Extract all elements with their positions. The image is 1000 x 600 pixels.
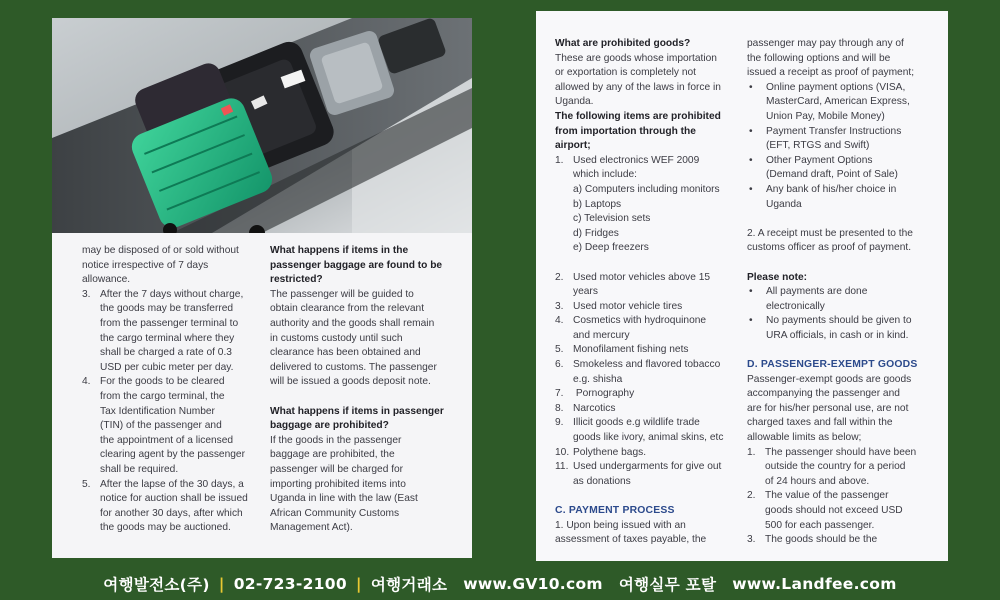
text-line: from the passenger terminal to — [100, 317, 239, 329]
text-line: baggage are prohibited, the — [270, 449, 395, 461]
text-line: clearance has been obtained and — [270, 347, 421, 359]
text-line: Used electronics WEF 2009 — [573, 154, 700, 166]
list-item — [747, 489, 943, 533]
text-line: charged taxes and fall within the — [747, 417, 893, 429]
exempt-text — [747, 373, 943, 446]
list-item — [555, 154, 743, 256]
sub-item: a) Computers including monitors — [573, 183, 720, 195]
item-number: 5. — [555, 344, 564, 356]
text-line: 500 for each passenger. — [765, 519, 875, 531]
footer-phone: 02-723-2100 — [233, 575, 347, 593]
item-number: 3. — [82, 288, 91, 300]
text-line: the appointment of a licensed — [100, 434, 234, 446]
text-line: African Community Customs — [270, 507, 400, 519]
footer-company: 여행발전소(주) — [103, 576, 210, 594]
sub-item: e) Deep freezers — [573, 242, 649, 254]
text-line: passenger baggage are found to be — [270, 259, 443, 271]
text-line: e.g. shisha — [573, 373, 623, 385]
payment-text — [555, 519, 743, 548]
item-number: 2. — [747, 490, 756, 502]
text-line: which include: — [573, 169, 637, 181]
list-item — [747, 533, 943, 548]
text-line: obtain clearance from the relevant — [270, 303, 425, 315]
list-item — [82, 288, 262, 376]
text-line: (Demand draft, Point of Sale) — [766, 169, 898, 181]
footer-link-landfee[interactable]: www.Landfee.com — [732, 575, 897, 593]
item-number: 4. — [555, 315, 564, 327]
text-line: The passenger should have been — [765, 446, 917, 458]
bullet-item — [747, 81, 943, 125]
list-item — [555, 358, 743, 387]
text-line: passenger will be charged for — [270, 463, 404, 475]
list-heading — [555, 110, 743, 154]
list-item — [555, 416, 743, 445]
text-line: baggage are prohibited? — [270, 420, 389, 432]
text-line: allowance. — [82, 274, 131, 286]
footer-separator: | — [218, 575, 225, 593]
text-line: What happens if items in passenger — [270, 405, 444, 417]
list-item — [555, 446, 743, 461]
section-heading-exempt: D. PASSENGER-EXEMPT GOODS — [747, 359, 918, 371]
text-line: Payment Transfer Instructions — [766, 125, 902, 137]
text-line: Smokeless and flavored tobacco — [573, 359, 721, 371]
text-line: Used undergarments for give out — [573, 461, 722, 473]
text-line: assessment of taxes payable, the — [555, 534, 707, 546]
text-line: 1. Upon being issued with an — [555, 519, 686, 531]
text-line: airport; — [555, 140, 591, 152]
text-line: MasterCard, American Express, — [766, 96, 910, 108]
item-number: 3. — [747, 534, 756, 546]
item-number: 4. — [82, 376, 91, 388]
text-line: electronically — [766, 300, 825, 312]
text-line: goods like ivory, animal skins, etc — [573, 432, 724, 444]
text-line: What happens if items in the — [270, 245, 409, 256]
answer-text — [270, 288, 466, 390]
footer-bar — [0, 568, 1000, 600]
text-line: Union Pay, Mobile Money) — [766, 110, 885, 122]
bullet-item — [747, 285, 943, 314]
right-col-1 — [555, 37, 743, 548]
text-line: are for his/her personal use, are not — [747, 402, 909, 414]
text-line: Online payment options (VISA, — [766, 81, 906, 93]
left-page — [52, 18, 472, 558]
question-heading — [270, 244, 466, 288]
payment-continued-text — [747, 37, 943, 81]
text-line: delivered to customs. The passenger — [270, 361, 437, 373]
text-line: After the 7 days without charge, — [100, 288, 244, 300]
text-line: Cosmetics with hydroquinone — [573, 315, 707, 327]
text-line: notice irrespective of 7 days — [82, 259, 209, 271]
text-line: The goods should be the — [765, 534, 878, 546]
text-line: The passenger will be guided to — [270, 288, 414, 300]
text-line: restricted? — [270, 274, 323, 286]
text-line: shall be charged a rate of 0.3 — [100, 347, 232, 359]
text-line: Tax Identification Number — [100, 405, 215, 417]
text-line: customs officer as proof of payment. — [747, 242, 912, 254]
text-line: The following items are prohibited — [555, 110, 721, 122]
bullet-item — [747, 314, 943, 343]
item-number: 11. — [555, 461, 569, 473]
bullet-icon: • — [749, 286, 753, 298]
right-col-2 — [747, 37, 943, 548]
item-number: 6. — [555, 359, 564, 371]
text-line: importing prohibited items into — [270, 478, 406, 490]
bullet-icon: • — [749, 81, 753, 93]
text-line: All payments are done — [766, 286, 868, 298]
text-line: URA officials, in cash or in kind. — [766, 329, 909, 341]
footer-separator: | — [355, 575, 362, 593]
text-line: goods should not exceed USD — [765, 505, 903, 516]
bullet-item — [747, 183, 943, 212]
text-line: Monofilament fishing nets — [573, 344, 689, 356]
text-line: the goods may be transferred — [100, 303, 234, 315]
text-line: Used motor vehicles above 15 — [573, 271, 711, 283]
text-line: These are goods whose importation — [555, 52, 717, 64]
text-line: Uganda. — [555, 96, 594, 108]
text-line: passenger may pay through any of — [747, 38, 904, 49]
list-item — [555, 343, 743, 358]
text-line: Other Payment Options — [766, 154, 873, 166]
luggage-illustration — [52, 18, 472, 233]
text-line: Uganda in line with the law (East — [270, 493, 418, 505]
item-number: 1. — [747, 446, 756, 458]
text-line: accompanying the passenger and — [747, 388, 900, 400]
answer-text — [270, 434, 466, 536]
list-item — [82, 478, 262, 536]
text-line: Passenger-exempt goods are goods — [747, 373, 912, 385]
text-line: Pornography — [573, 388, 635, 400]
text-line: as donations — [573, 475, 631, 487]
bullet-item — [747, 125, 943, 154]
text-line: for another 30 days, after which — [100, 507, 243, 519]
list-item — [555, 402, 743, 417]
text-line: authority and the goods shall remain — [270, 317, 435, 329]
list-item — [555, 271, 743, 300]
text-line: of 24 hours and above. — [765, 475, 870, 487]
text-line: After the lapse of the 30 days, a — [100, 478, 244, 490]
text-line: Polythene bags. — [573, 446, 647, 458]
sub-item: b) Laptops — [573, 198, 622, 210]
receipt-text — [747, 227, 943, 256]
footer-label-portal: 여행실무 포탈 — [618, 576, 717, 594]
text-line: notice for auction shall be issued — [100, 493, 248, 505]
bullet-icon: • — [749, 183, 753, 195]
text-line: the following options and will be — [747, 52, 891, 64]
text-line: will be issued a goods deposit note. — [270, 376, 431, 388]
bullet-icon: • — [749, 315, 753, 327]
intro-text — [82, 244, 262, 288]
item-number: 2. — [555, 271, 564, 283]
text-line: Illicit goods e.g wildlife trade — [573, 417, 700, 429]
list-item — [82, 375, 262, 477]
text-line: issued a receipt as proof of payment; — [747, 67, 915, 79]
text-line: Any bank of his/her choice in — [766, 183, 897, 195]
bullet-icon: • — [749, 154, 753, 166]
list-item — [555, 387, 743, 402]
text-line: Used motor vehicle tires — [573, 300, 683, 312]
text-line: in customs custody until such — [270, 332, 403, 344]
text-line: shall be required. — [100, 463, 179, 475]
text-line: allowed by any of the laws in force in — [555, 81, 721, 93]
footer-link-gv10[interactable]: www.GV10.com — [463, 575, 603, 593]
left-col-2 — [270, 244, 466, 536]
item-number: 1. — [555, 154, 564, 166]
list-item — [747, 446, 943, 490]
text-line: or exportation is completely not — [555, 67, 696, 79]
text-line: the cargo terminal where they — [100, 332, 235, 344]
text-line: the goods may be auctioned. — [100, 522, 231, 534]
item-number: 9. — [555, 417, 564, 429]
sub-item: d) Fridges — [573, 227, 619, 239]
list-item — [555, 460, 743, 489]
item-number: 7. — [555, 388, 564, 400]
text-line: Uganda — [766, 198, 802, 210]
question-heading — [270, 405, 466, 434]
text-line: No payments should be given to — [766, 315, 912, 327]
text-line: 2. A receipt must be presented to the — [747, 227, 913, 239]
right-page — [536, 11, 948, 561]
text-line: may be disposed of or sold without — [82, 245, 239, 256]
list-item — [555, 300, 743, 315]
section-heading-payment: C. PAYMENT PROCESS — [555, 505, 675, 516]
answer-text — [555, 52, 743, 110]
list-item — [555, 314, 743, 343]
text-line: For the goods to be cleared — [100, 376, 225, 388]
text-line: (TIN) of the passenger and — [100, 420, 222, 432]
text-line: If the goods in the passenger — [270, 434, 402, 446]
item-number: 3. — [555, 300, 564, 312]
note-heading: Please note: — [747, 271, 808, 283]
item-number: 8. — [555, 402, 564, 414]
text-line: (EFT, RTGS and Swift) — [766, 140, 870, 152]
footer-label-exchange: 여행거래소 — [370, 576, 448, 594]
text-line: Narcotics — [573, 402, 616, 414]
sub-item: c) Television sets — [573, 213, 651, 225]
bullet-item — [747, 154, 943, 183]
question-heading: What are prohibited goods? — [555, 38, 691, 49]
text-line: from the cargo terminal, the — [100, 390, 225, 402]
left-col-1 — [82, 244, 262, 536]
luggage-conveyor-photo — [52, 18, 472, 233]
text-line: and mercury — [573, 329, 630, 341]
text-line: clearing agent by the passenger — [100, 449, 245, 461]
item-number: 10. — [555, 446, 570, 458]
item-number: 5. — [82, 478, 91, 490]
text-line: outside the country for a period — [765, 461, 906, 473]
text-line: The value of the passenger — [765, 490, 889, 502]
text-line: USD per cubic meter per day. — [100, 361, 234, 373]
text-line: from importation through the — [555, 125, 696, 137]
text-line: years — [573, 286, 598, 298]
text-line: Management Act). — [270, 522, 353, 534]
text-line: allowable limits as below; — [747, 432, 862, 444]
bullet-icon: • — [749, 125, 753, 137]
